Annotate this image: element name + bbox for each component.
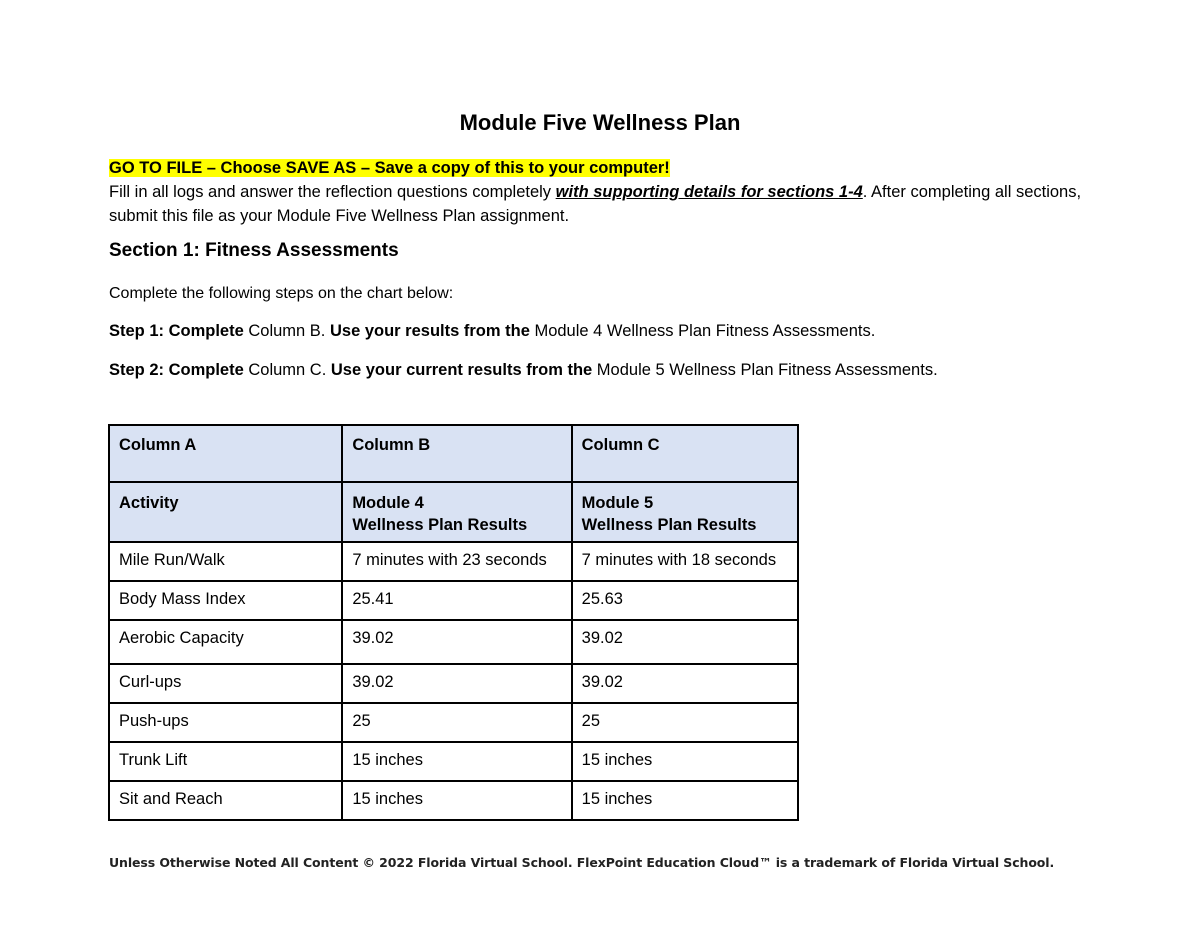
table-row: [109, 781, 798, 820]
step-1-label: Step 1: Complete: [109, 322, 244, 340]
instruction-text-2: . After completing all sections, submit this file as your Module Five Wellness Plan assignment.: [109, 183, 1082, 225]
cell-module5: 7 minutes with 18 seconds: [572, 542, 798, 581]
table-subheader-row: [109, 482, 798, 542]
subheader-module5-line1: Module 5: [581, 494, 654, 512]
step-2-bold: Use your current results from the: [330, 361, 593, 379]
cell-activity: Trunk Lift: [109, 742, 342, 781]
table-row: [109, 664, 798, 703]
step-2-label: Step 2: Complete: [109, 361, 244, 379]
cell-module4: 15 inches: [342, 781, 571, 820]
header-column-b: Column B: [342, 425, 571, 482]
table-row: [109, 542, 798, 581]
instruction-text-1: Fill in all logs and answer the reflection questions completely: [109, 183, 556, 201]
fitness-results-table: [108, 424, 799, 821]
cell-module5: 39.02: [572, 664, 798, 703]
section-1-heading: Section 1: Fitness Assessments: [109, 240, 399, 261]
cell-module5: 25: [572, 703, 798, 742]
cell-module5: 15 inches: [572, 781, 798, 820]
step-2-column: Column C.: [243, 361, 331, 379]
subheader-module4: [342, 482, 571, 542]
step-1-source: Module 4 Wellness Plan Fitness Assessments.: [529, 322, 876, 340]
header-column-c: Column C: [572, 425, 798, 482]
cell-module4: 39.02: [342, 664, 571, 703]
table-row: [109, 703, 798, 742]
cell-activity: Mile Run/Walk: [109, 542, 342, 581]
subheader-activity: Activity: [109, 482, 342, 542]
instructions-block: [109, 156, 1099, 228]
cell-module4: 7 minutes with 23 seconds: [342, 542, 571, 581]
save-as-highlight: GO TO FILE – Choose SAVE AS – Save a copy of this to your computer!: [109, 159, 670, 177]
section-1-intro: Complete the following steps on the chart below:: [109, 285, 454, 302]
step-1-bold: Use your results from the: [329, 322, 530, 340]
page-title: Module Five Wellness Plan: [459, 110, 741, 135]
subheader-module4-line2: Wellness Plan Results: [352, 516, 528, 534]
table-row: [109, 742, 798, 781]
step-2: [109, 361, 938, 380]
cell-activity: Body Mass Index: [109, 581, 342, 620]
table-row: [109, 620, 798, 664]
cell-module5: 39.02: [572, 620, 798, 664]
subheader-module4-line1: Module 4: [352, 494, 424, 512]
instruction-emphasis: with supporting details for sections 1-4: [555, 183, 863, 201]
cell-module5: 25.63: [572, 581, 798, 620]
cell-module4: 15 inches: [342, 742, 571, 781]
cell-activity: Aerobic Capacity: [109, 620, 342, 664]
cell-module4: 25.41: [342, 581, 571, 620]
table-row: [109, 581, 798, 620]
subheader-module5-line2: Wellness Plan Results: [581, 516, 757, 534]
cell-activity: Sit and Reach: [109, 781, 342, 820]
copyright-footer: Unless Otherwise Noted All Content © 2022 Florida Virtual School. FlexPoint Education Cloud™ is a trademark of Florida Virtual School.: [109, 855, 1055, 870]
table-header-row: [109, 425, 798, 482]
header-column-a: Column A: [109, 425, 342, 482]
cell-module4: 25: [342, 703, 571, 742]
cell-activity: Curl-ups: [109, 664, 342, 703]
step-1: [109, 322, 875, 341]
step-2-source: Module 5 Wellness Plan Fitness Assessments.: [592, 361, 938, 379]
cell-activity: Push-ups: [109, 703, 342, 742]
subheader-module5: [572, 482, 798, 542]
step-1-column: Column B.: [243, 322, 330, 340]
cell-module4: 39.02: [342, 620, 571, 664]
cell-module5: 15 inches: [572, 742, 798, 781]
